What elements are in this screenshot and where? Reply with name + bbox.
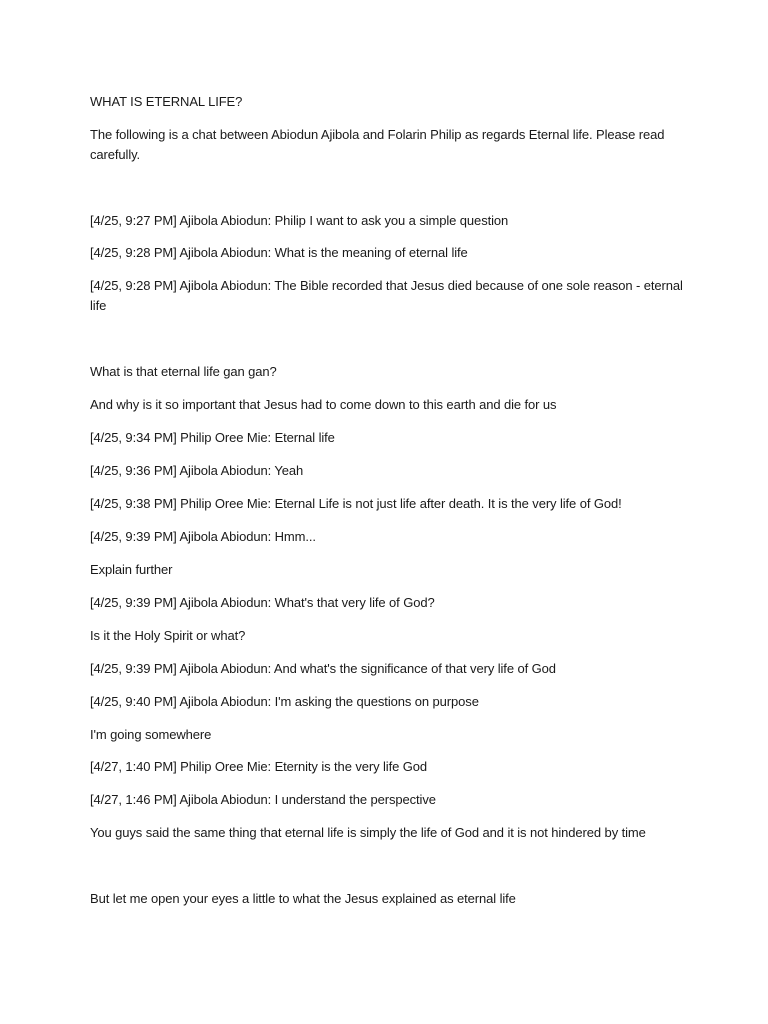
chat-line: [4/25, 9:40 PM] Ajibola Abiodun: I'm asking the questions on purpose: [90, 694, 479, 709]
chat-line: And why is it so important that Jesus had to come down to this earth and die for us: [90, 397, 557, 412]
chat-line: [4/27, 1:46 PM] Ajibola Abiodun: I understand the perspective: [90, 792, 436, 807]
chat-line: [4/25, 9:38 PM] Philip Oree Mie: Eternal Life is not just life after death. It is the very life of God!: [90, 496, 622, 511]
chat-line: You guys said the same thing that eternal life is simply the life of God and it is not hindered by time: [90, 825, 646, 840]
chat-line: [4/25, 9:39 PM] Ajibola Abiodun: Hmm...: [90, 529, 316, 544]
chat-line: [4/25, 9:34 PM] Philip Oree Mie: Eternal life: [90, 430, 335, 445]
chat-line: [4/25, 9:28 PM] Ajibola Abiodun: What is the meaning of eternal life: [90, 245, 468, 260]
chat-line: I'm going somewhere: [90, 727, 212, 742]
chat-line: Is it the Holy Spirit or what?: [90, 628, 246, 643]
chat-line: [4/25, 9:27 PM] Ajibola Abiodun: Philip I want to ask you a simple question: [90, 213, 509, 228]
chat-line: [4/25, 9:39 PM] Ajibola Abiodun: And what's the significance of that very life of God: [90, 661, 556, 676]
chat-line: But let me open your eyes a little to what the Jesus explained as eternal life: [90, 891, 516, 906]
chat-line: [4/27, 1:40 PM] Philip Oree Mie: Eternity is the very life God: [90, 759, 428, 774]
chat-line: [4/25, 9:36 PM] Ajibola Abiodun: Yeah: [90, 463, 304, 478]
chat-line: Explain further: [90, 562, 173, 577]
chat-line: [4/25, 9:28 PM] Ajibola Abiodun: The Bible recorded that Jesus died because of one sole reason - eternal life: [90, 278, 683, 313]
chat-line: [4/25, 9:39 PM] Ajibola Abiodun: What's that very life of God?: [90, 595, 435, 610]
document-title: WHAT IS ETERNAL LIFE?: [90, 94, 243, 109]
chat-line: What is that eternal life gan gan?: [90, 364, 277, 379]
intro-paragraph: The following is a chat between Abiodun Ajibola and Folarin Philip as regards Eternal life. Please read carefully.: [90, 127, 665, 162]
